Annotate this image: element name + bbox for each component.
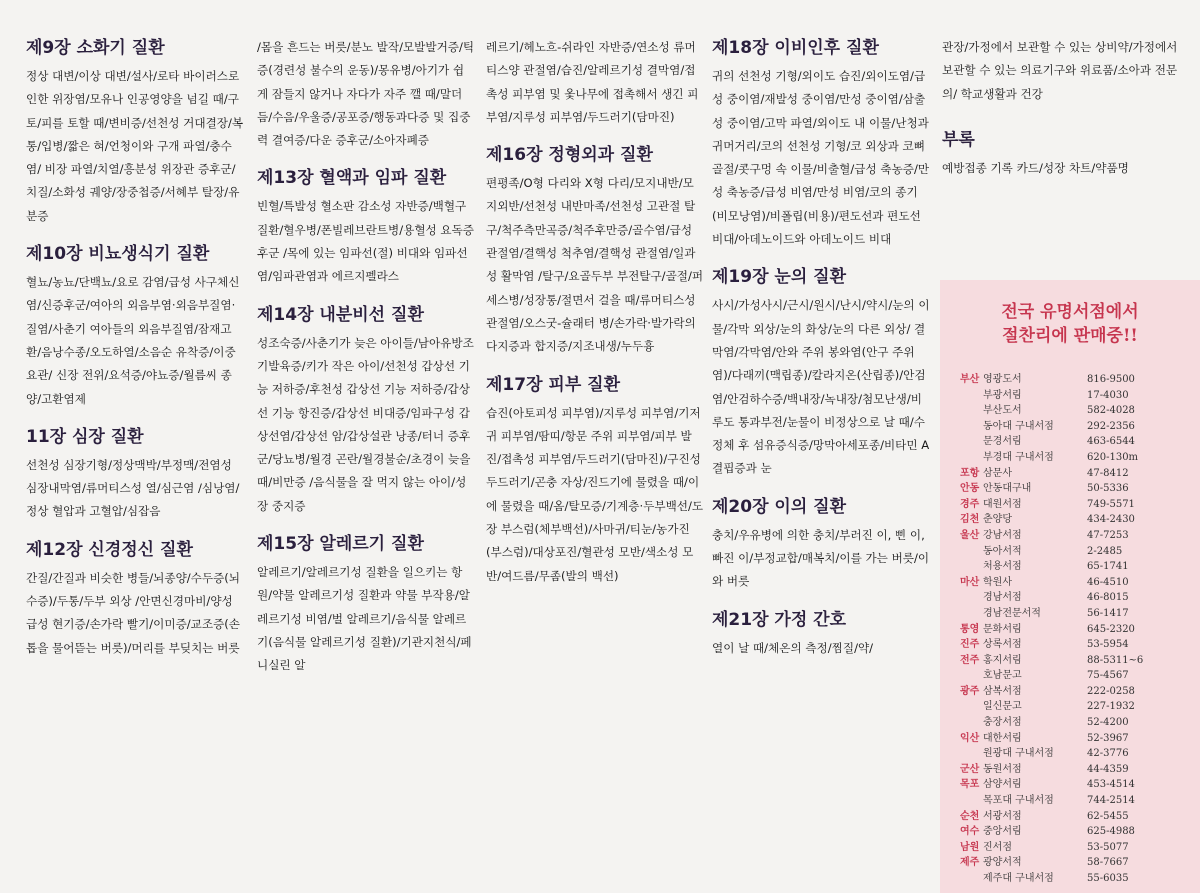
chapter-section xyxy=(712,495,930,594)
chapter-topics: 관장/가정에서 보관할 수 있는 상비약/가정에서 보관할 수 있는 의료기구와 위료품/소아과 전문의/ 학교생활과 건강 xyxy=(942,40,1178,101)
store-row xyxy=(960,871,1190,887)
store-row xyxy=(960,731,1190,747)
store-row xyxy=(960,809,1190,825)
chapter-topics: 예방접종 기록 카드/성장 차트/약품명 xyxy=(942,160,1129,175)
store-row xyxy=(960,684,1190,700)
chapter-topics: 레르기/헤노흐-쉬라인 자반증/연소성 류머티스양 관절염/습진/알레르기성 결막염/접촉성 피부염 및 옻나무에 접촉해서 생긴 피부염/지루성 피부염/두드러기(담마진) xyxy=(486,40,699,124)
chapter-section xyxy=(257,36,475,152)
store-list xyxy=(960,372,1190,887)
chapter-section xyxy=(257,303,475,518)
chapter-heading: 제21장 가정 간호 xyxy=(712,609,847,630)
store-name: 중앙서림 xyxy=(983,826,1022,838)
chapter-topics: 사시/가성사시/근시/원시/난시/약시/눈의 이물/각막 외상/눈의 화상/눈의 다른 외상/ 결막염/각막염/안와 주위 봉와염(안구 주위염)/다래끼(맥립종)/칼라지온(산립종)/안검염/안검하수증/백내장/녹내장/첨모난생/비루도 통과부전/눈물이 비정상으로 날 때/수정체 후 섬유증식증/망막아세포종/비타민 A 결핍증과 눈 xyxy=(712,298,930,476)
chapter-heading: 제10장 비뇨생식기 질환 xyxy=(26,244,210,265)
store-city xyxy=(960,668,983,684)
store-city: 울산 xyxy=(960,529,980,541)
store-phone: 620-130m xyxy=(1087,451,1139,463)
store-name: 진서점 xyxy=(983,841,1012,853)
store-name: 동아서적 xyxy=(983,545,1022,557)
chapter-section xyxy=(942,36,1192,106)
store-row xyxy=(960,606,1190,622)
chapter-topics: 충치/우유병에 의한 충치/부러진 이, 삔 이, 빠진 이/부정교합/매복치/이를 가는 버릇/이와 버릇 xyxy=(712,527,930,589)
store-phone: 645-2320 xyxy=(1087,623,1135,635)
chapter-heading: 제13장 혈액과 임파 질환 xyxy=(257,168,447,189)
chapter-topics: 선천성 심장기형/정상맥박/부정맥/전염성 심장내막염/류머티스성 열/심근염 /심낭염/정상 혈압과 고혈압/심잡음 xyxy=(26,457,240,519)
store-city xyxy=(960,590,983,606)
store-phone: 52-4200 xyxy=(1087,717,1129,729)
chapter-section xyxy=(712,265,930,480)
store-city: 군산 xyxy=(960,763,980,775)
store-row xyxy=(960,653,1190,669)
store-phone: 58-7667 xyxy=(1087,857,1129,869)
chapter-topics: /몸을 흔드는 버릇/분노 발작/모발발거증/틱증(경련성 불수의 운동)/몽유병/아기가 쉽게 잠들지 않거나 자다가 자주 깰 때/말더듬/수음/우울증/공포증/행동과다증 및 집중력 결여증/다운 증후군/소아자폐증 xyxy=(257,40,475,148)
store-city: 부산 xyxy=(960,374,980,385)
store-city: 마산 xyxy=(960,576,980,588)
store-name: 일신문고 xyxy=(983,701,1022,713)
store-row xyxy=(960,777,1190,793)
chapter-topics: 빈혈/특발성 혈소판 감소성 자반증/백혈구 질환/혈우병/폰빌레브란트병/용혈성 요독증후군 /목에 있는 임파선(절) 비대와 임파선염/임파관염과 에르지펠라스 xyxy=(257,199,474,284)
store-phone: 749-5571 xyxy=(1087,498,1135,510)
store-row xyxy=(960,372,1190,388)
store-phone: 463-6544 xyxy=(1087,436,1135,448)
store-phone: 434-2430 xyxy=(1087,514,1135,526)
store-name: 삼문사 xyxy=(983,467,1012,479)
store-city: 김천 xyxy=(960,514,980,526)
store-name: 부광서림 xyxy=(983,389,1022,401)
store-row xyxy=(960,403,1190,419)
store-row xyxy=(960,481,1190,497)
store-name: 동원서점 xyxy=(983,763,1022,775)
store-row xyxy=(960,855,1190,871)
store-phone: 53-5954 xyxy=(1087,639,1129,651)
store-city xyxy=(960,699,983,715)
chapter-heading: 제20장 이의 질환 xyxy=(712,496,847,517)
store-city xyxy=(960,434,983,450)
store-phone: 453-4514 xyxy=(1087,779,1135,791)
store-name: 문경서림 xyxy=(983,436,1022,448)
store-row xyxy=(960,528,1190,544)
store-name: 대한서림 xyxy=(983,732,1022,744)
store-row xyxy=(960,466,1190,482)
chapter-section xyxy=(26,538,244,660)
store-name: 광양서적 xyxy=(983,857,1022,869)
bookstore-advertisement xyxy=(940,280,1200,893)
store-phone: 46-8015 xyxy=(1087,592,1129,604)
column-2 xyxy=(257,36,475,678)
chapter-topics: 열이 날 때/체온의 측정/찜질/약/ xyxy=(712,640,874,655)
store-city xyxy=(960,606,983,622)
store-city: 전주 xyxy=(960,654,980,666)
chapter-heading: 제19장 눈의 질환 xyxy=(712,267,847,288)
store-city xyxy=(960,388,983,404)
store-city xyxy=(960,746,983,762)
chapter-topics: 간질/간질과 비슷한 병들/뇌종양/수두증(뇌수증)/두통/두부 외상 /안면신경마비/양성 급성 현기증/손가락 빨기/이미증/교조증(손톱을 물어뜯는 버릇)/머리를 부딪치는 버릇 xyxy=(26,570,241,655)
store-row xyxy=(960,824,1190,840)
store-row xyxy=(960,715,1190,731)
chapter-section xyxy=(26,242,244,411)
store-row xyxy=(960,388,1190,404)
chapter-heading: 제16장 정형외과 질환 xyxy=(486,145,653,166)
store-name: 영광도서 xyxy=(983,374,1022,385)
store-city xyxy=(960,793,983,809)
store-phone: 582-4028 xyxy=(1087,405,1135,417)
store-name: 부산도서 xyxy=(983,405,1022,417)
store-row xyxy=(960,762,1190,778)
chapter-heading: 제14장 내분비선 질환 xyxy=(257,304,424,325)
store-phone: 222-0258 xyxy=(1087,685,1135,697)
store-name: 삼양서림 xyxy=(983,779,1022,791)
store-phone: 47-8412 xyxy=(1087,467,1129,479)
chapter-section xyxy=(26,425,244,524)
store-name: 처용서점 xyxy=(983,561,1022,573)
store-city xyxy=(960,450,983,466)
store-row xyxy=(960,419,1190,435)
store-city xyxy=(960,871,983,887)
chapter-section xyxy=(712,36,930,251)
chapter-topics: 알레르기/알레르기성 질환을 일으키는 항원/약물 알레르기성 질환과 약물 부작용/알레르기성 비염/벌 알레르기/음식물 알레르기(음식물 알레르기성 질환)/기관지천식/페니실린 알 xyxy=(257,565,472,673)
chapter-section xyxy=(26,36,244,228)
chapter-section xyxy=(712,608,930,660)
chapter-topics: 성조숙증/사춘기가 늦은 아이들/남아유방조기발육증/키가 작은 아이/선천성 갑상선 기능 저하증/후천성 갑상선 기능 저하증/갑상선 기능 항진증/갑상선 비대증/임파구성 갑상선염/갑상선 암/갑상설관 낭종/터너 증후군/당뇨병/월경 곤란/월경불순/초경이 늦을 때/비만증 /음식물을 잘 먹지 않는 아이/성장 중지증 xyxy=(257,335,474,513)
store-row xyxy=(960,559,1190,575)
store-city: 포항 xyxy=(960,467,980,479)
store-phone: 56-1417 xyxy=(1087,607,1129,619)
store-phone: 816-9500 xyxy=(1087,374,1135,385)
store-city: 광주 xyxy=(960,685,980,697)
store-name: 대원서점 xyxy=(983,498,1022,510)
store-phone: 42-3776 xyxy=(1087,748,1129,760)
store-row xyxy=(960,590,1190,606)
store-phone: 744-2514 xyxy=(1087,795,1135,807)
store-row xyxy=(960,668,1190,684)
store-phone: 2-2485 xyxy=(1087,545,1123,557)
store-city: 통영 xyxy=(960,623,980,635)
store-row xyxy=(960,746,1190,762)
store-row xyxy=(960,434,1190,450)
store-row xyxy=(960,637,1190,653)
store-phone: 88-5311~6 xyxy=(1087,654,1144,666)
store-phone: 227-1932 xyxy=(1087,701,1135,713)
chapter-section xyxy=(257,166,475,288)
store-name: 동아대 구내서점 xyxy=(983,420,1054,432)
store-name: 학원사 xyxy=(983,576,1012,588)
store-city xyxy=(960,559,983,575)
store-city: 목포 xyxy=(960,779,980,791)
store-name: 호남문고 xyxy=(983,670,1022,682)
store-phone: 292-2356 xyxy=(1087,420,1135,432)
store-city: 제주 xyxy=(960,857,980,869)
store-city: 여수 xyxy=(960,826,980,838)
store-name: 제주대 구내서점 xyxy=(983,873,1054,884)
store-name: 삼복서점 xyxy=(983,685,1022,697)
chapter-heading: 제18장 이비인후 질환 xyxy=(712,38,879,58)
store-row xyxy=(960,840,1190,856)
store-name: 원광대 구내서점 xyxy=(983,748,1054,760)
store-row xyxy=(960,544,1190,560)
chapter-heading: 11장 심장 질환 xyxy=(26,426,144,447)
store-city: 안동 xyxy=(960,483,980,495)
store-phone: 625-4988 xyxy=(1087,826,1135,838)
store-city: 경주 xyxy=(960,498,980,510)
ad-title: 전국 유명서점에서 절찬리에 판매중!! xyxy=(1001,302,1139,346)
store-row xyxy=(960,622,1190,638)
store-phone: 46-4510 xyxy=(1087,576,1129,588)
chapter-topics: 정상 대변/이상 대변/설사/로타 바이러스로 인한 위장염/모유나 인공영양을 넘길 때/구토/피를 토할 때/변비증/선천성 거대결장/복통/입병/짧은 혀/언청이와 구개 파열/충수염/ 비장 파열/치열/흥분성 위장관 증후군/치질/소화성 궤양/장중첩증/서혜부 탈장/유분증 xyxy=(26,69,244,223)
store-phone: 62-5455 xyxy=(1087,810,1129,822)
store-city: 순천 xyxy=(960,810,980,822)
store-name: 서광서점 xyxy=(983,810,1022,822)
chapter-heading: 제9장 소화기 질환 xyxy=(26,38,165,58)
store-city xyxy=(960,419,983,435)
column-1 xyxy=(26,36,244,660)
store-row xyxy=(960,497,1190,513)
store-phone: 17-4030 xyxy=(1087,389,1129,401)
chapter-section xyxy=(486,373,704,588)
store-phone: 52-3967 xyxy=(1087,732,1129,744)
chapter-topics: 귀의 선천성 기형/외이도 습진/외이도염/급성 중이염/재발성 중이염/만성 중이염/삼출성 중이염/고막 파열/외이도 내 이물/난청과 귀머거리/코의 선천성 기형/코 외상과 코뼈 골절/콧구멍 속 이물/비출혈/급성 축농증/만성 축농증/급성 비염/만성 비염/코의 종기(비모낭염)/비폴립(비용)/편도선과 편도선 비대/아데노이드와 아데노이드 비대 xyxy=(712,69,930,247)
store-phone: 65-1741 xyxy=(1087,561,1129,573)
store-row xyxy=(960,575,1190,591)
store-row xyxy=(960,450,1190,466)
chapter-section xyxy=(942,128,1192,180)
store-name: 안동대구내 xyxy=(983,483,1032,495)
store-phone: 47-7253 xyxy=(1087,529,1129,541)
store-name: 경남서점 xyxy=(983,592,1022,604)
store-name: 목포대 구내서점 xyxy=(983,795,1054,807)
store-phone: 53-5077 xyxy=(1087,841,1129,853)
store-name: 부경대 구내서점 xyxy=(983,451,1054,463)
store-name: 홍지서림 xyxy=(983,654,1022,666)
column-5 xyxy=(942,36,1192,180)
chapter-section xyxy=(257,532,475,677)
store-row xyxy=(960,512,1190,528)
store-city xyxy=(960,715,983,731)
store-row xyxy=(960,699,1190,715)
store-phone: 75-4567 xyxy=(1087,670,1129,682)
chapter-topics: 편평족/O형 다리와 X형 다리/모지내반/모지외반/선천성 내반마족/선천성 고관절 탈구/척주측만곡증/척주후만증/골수염/급성 관절염/결핵성 척추염/결핵성 관절염/일과성 활막염 /탈구/요골두부 부전탈구/골절/퍼세스병/성장통/절면서 걸을 때/류머티스성 관절염/오스굿-슐래터 병/손가락·발가락의 다지증과 합지증/지조내생/누두흉 xyxy=(486,176,704,354)
chapter-heading: 제17장 피부 질환 xyxy=(486,374,621,395)
store-name: 문화서림 xyxy=(983,623,1022,635)
column-3 xyxy=(486,36,704,588)
store-row xyxy=(960,793,1190,809)
store-name: 강남서점 xyxy=(983,529,1022,541)
chapter-section xyxy=(486,143,704,358)
store-name: 충장서점 xyxy=(983,717,1022,729)
chapter-topics: 혈뇨/농뇨/단백뇨/요로 감염/급성 사구체신염/신증후군/여아의 외음부염·외음부질염·질염/사춘기 여아들의 외음부질염/잠재고환/음낭수종/오도하열/소음순 유착증/이중 요관/ 신장 전위/요석증/야뇨증/월름씨 종양/고환염제 xyxy=(26,275,240,406)
store-city: 익산 xyxy=(960,732,980,744)
column-4 xyxy=(712,36,930,660)
store-phone: 44-4359 xyxy=(1087,763,1129,775)
chapter-heading: 제15장 알레르기 질환 xyxy=(257,534,424,555)
store-phone: 55-6035 xyxy=(1087,873,1129,884)
store-city: 남원 xyxy=(960,841,980,853)
store-name: 경남전문서적 xyxy=(983,607,1041,619)
store-city xyxy=(960,403,983,419)
chapter-heading: 제12장 신경정신 질환 xyxy=(26,539,193,560)
store-name: 춘양당 xyxy=(983,514,1012,526)
chapter-section xyxy=(486,36,704,129)
store-phone: 50-5336 xyxy=(1087,483,1129,495)
store-city xyxy=(960,544,983,560)
store-city: 진주 xyxy=(960,639,980,651)
chapter-topics: 습진(아토피성 피부염)/지루성 피부염/기저귀 피부염/땀띠/항문 주위 피부염/피부 발진/접촉성 피부염/두드러기(담마진)/구진성 두드러기/곤충 자상/진드기에 물렸을 때/이에 물렸을 때/옴/탈모증/기계층·두부백선/도장 부스럼(체부백선)/사마귀/티눈/농가진(부스럼)/대상포진/혈관성 모반/색소성 모반/여드름/무좀(발의 백선) xyxy=(486,405,704,583)
chapter-heading: 부록 xyxy=(942,129,975,150)
store-name: 상록서점 xyxy=(983,639,1022,651)
